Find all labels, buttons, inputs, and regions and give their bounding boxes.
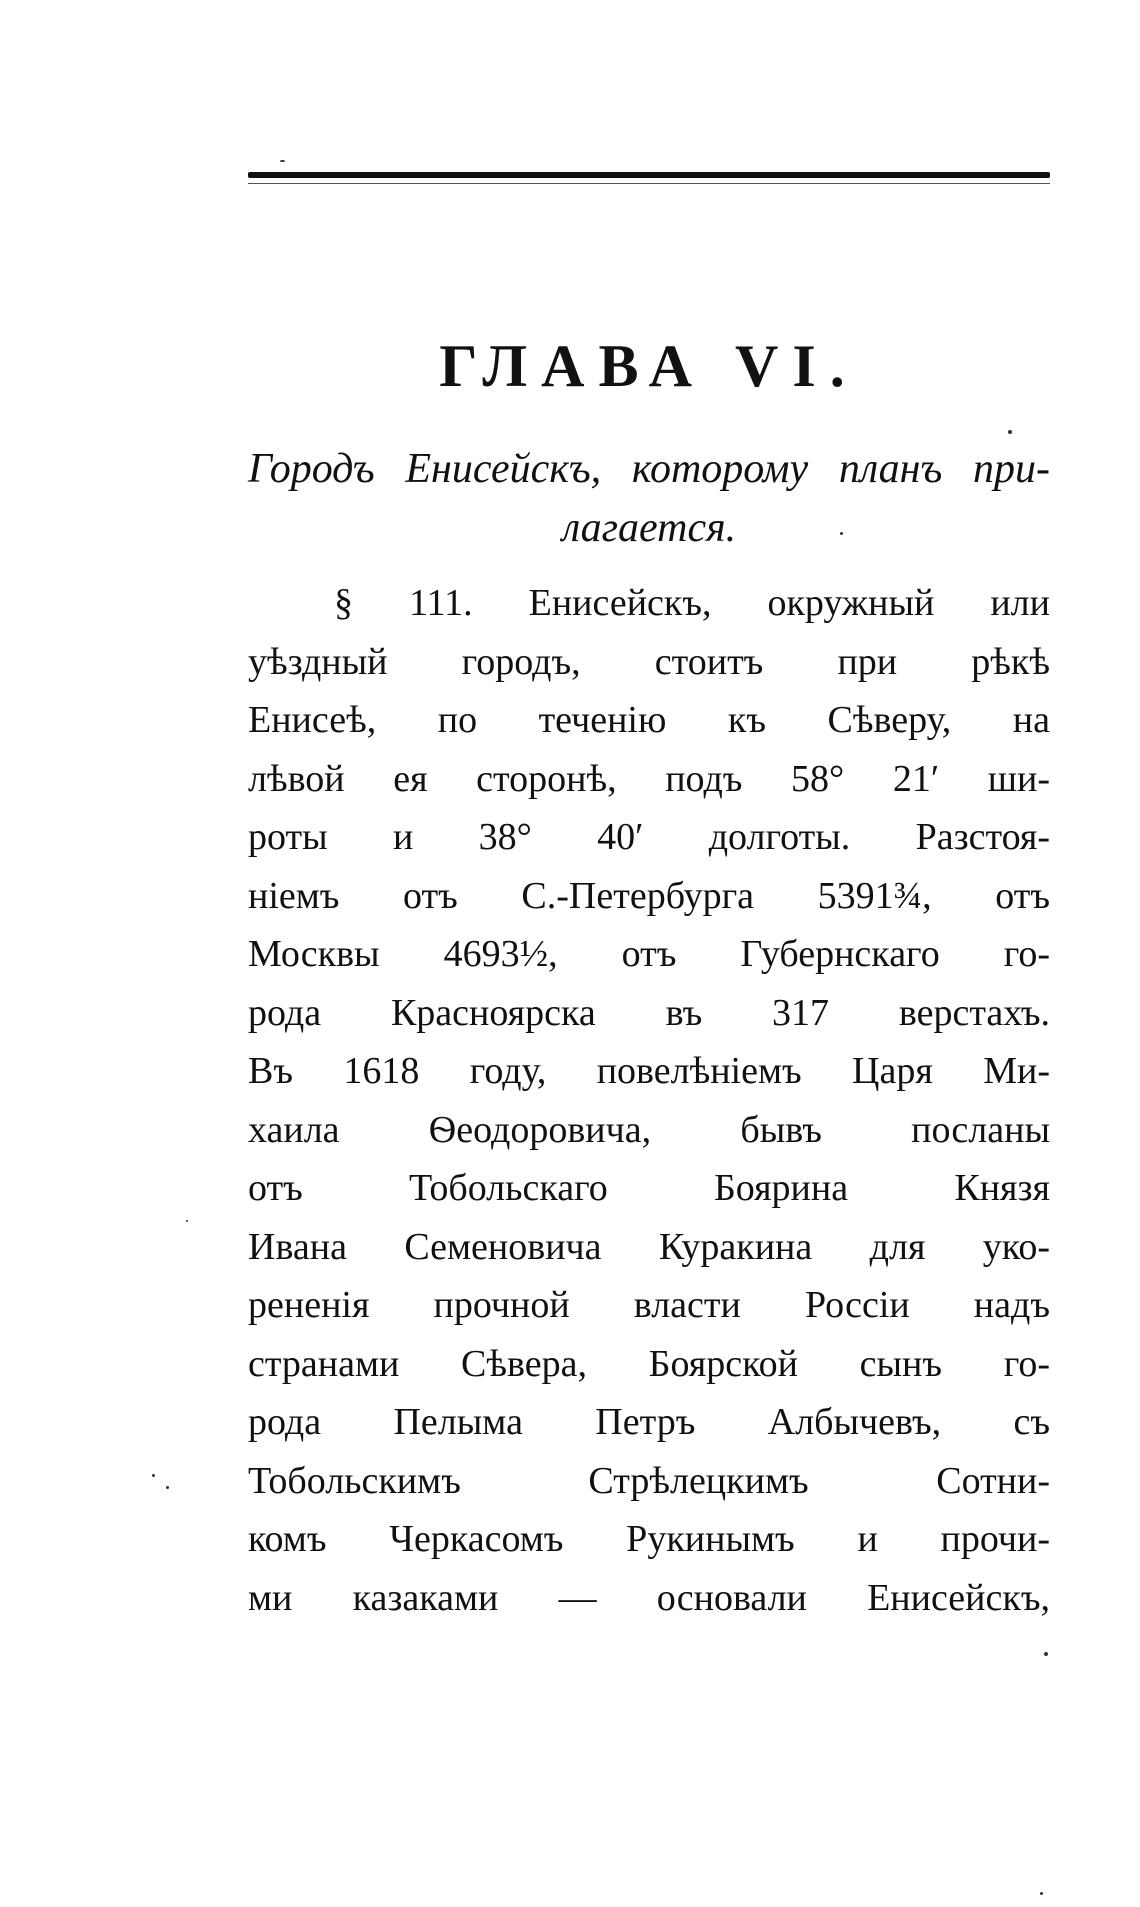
body-line: § 111. Енисейскъ, окружный или [334,582,1050,624]
body-line: Москвы 4693½, отъ Губернскаго го- [248,933,1050,975]
body-line: отъ Тобольскаго Боярина Князя [248,1167,1050,1209]
body-line: рененія прочной власти Россіи надъ [248,1284,1050,1326]
subtitle-line: Городъ Енисейскъ, которому планъ при- [248,446,1050,492]
body-line: хаила Ѳеодоровича, бывъ посланы [248,1108,1050,1151]
body-line: уѣздный городъ, стоитъ при рѣкѣ [248,640,1050,683]
scan-speck [186,1220,188,1222]
body-line: рода Пелыма Петръ Албычевъ, съ [248,1401,1050,1443]
header-rule-hairline [248,183,1050,184]
body-line: странами Сѣвера, Боярской сынъ го- [248,1342,1050,1385]
body-line: ніемъ отъ С.-Петербурга 5391¾, отъ [248,874,1050,917]
scan-speck [1040,1892,1043,1895]
body-line: комъ Черкасомъ Рукинымъ и прочи- [248,1518,1050,1560]
chapter-subtitle [248,440,1050,557]
body-paragraph [248,574,1050,1627]
body-line: роты и 38° 40′ долготы. Разстоя- [248,816,1050,858]
scan-speck [280,160,285,162]
scan-speck [840,532,843,535]
scan-speck [1008,430,1012,434]
scan-speck [1044,1652,1048,1656]
body-line: Въ 1618 году, повелѣніемъ Царя Ми- [248,1050,1050,1092]
body-line: Енисеѣ, по теченію къ Сѣверу, на [248,699,1050,741]
scan-speck [166,1486,169,1489]
body-line: рода Красноярска въ 317 верстахъ. [248,991,1050,1034]
body-line: Ивана Семеновича Куракина для уко- [248,1225,1050,1268]
body-line: ми казаками — основали Енисейскъ, [248,1576,1050,1619]
header-rule [248,172,1050,178]
body-line: Тобольскимъ Стрѣлецкимъ Сотни- [248,1459,1050,1502]
subtitle-line: лагается. [561,504,737,551]
chapter-title: ГЛАВА VI. [439,333,859,399]
body-line: лѣвой ея сторонѣ, подъ 58° 21′ ши- [248,757,1050,800]
scan-speck [152,1474,155,1477]
